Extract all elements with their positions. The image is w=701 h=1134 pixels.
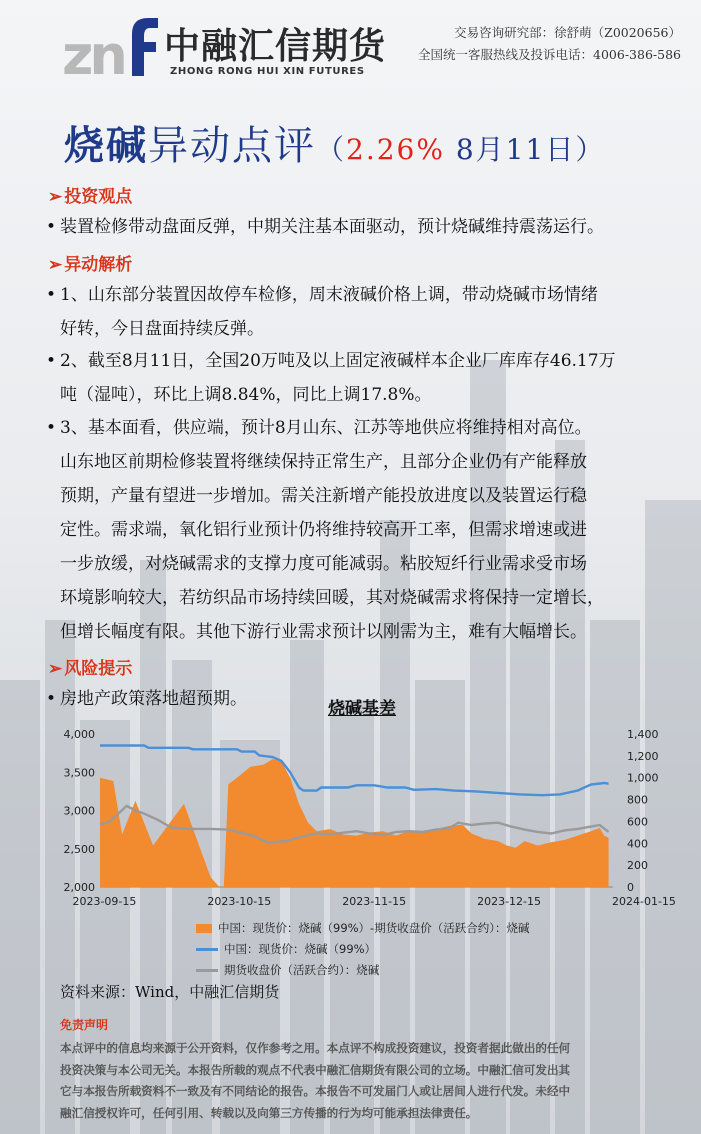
- contact-analyst: 交易咨询研究部：徐舒萌（Z0020656）: [454, 25, 681, 40]
- legend-item-basis: 中国：现货价：烧碱（99%）-期货收盘价（活跃合约）：烧碱: [196, 920, 529, 936]
- y-left-tick-label: 2,000: [63, 881, 95, 894]
- disclaimer-title: 免责声明: [60, 1018, 109, 1032]
- y-right-tick-label: 0: [627, 881, 634, 894]
- title-kind: 异动点评: [148, 123, 316, 169]
- title-product: 烧碱: [64, 122, 148, 169]
- y-right-tick-label: 1,200: [627, 749, 659, 763]
- title-open-paren: （: [316, 133, 347, 166]
- y-left-tick-label: 3,500: [63, 766, 95, 780]
- analysis-item-1: • 1、山东部分装置因故停车检修，周末液碱价格上调，带动烧碱市场情绪 好转，今日盘面持续反弹。: [46, 278, 666, 346]
- contact-info: [418, 22, 681, 66]
- section-heading-analysis: ➢ 异动解析: [48, 255, 133, 275]
- analysis-item-2: • 2、截至8月11日，全国20万吨及以上固定液碱样本企业厂库库存46.17万 吨（湿吨），环比上调8.84%，同比上调17.8%。: [46, 344, 666, 412]
- x-tick-label: 2024-01-15: [611, 895, 676, 908]
- series-area-basis: [100, 759, 609, 887]
- series-line-1: [100, 746, 609, 796]
- y-right-tick-label: 600: [627, 815, 648, 829]
- legend-swatch-line-icon: [196, 969, 218, 972]
- x-tick-label: 2023-12-15: [477, 895, 542, 908]
- title-date: 8月11日）: [444, 133, 606, 166]
- data-source: 资料来源：Wind，中融汇信期货: [60, 983, 280, 1001]
- disclaimer-text: 本点评中的信息均来源于公开资料，仅作参考之用。本点评不构成投资建议，投资者据此做出的任何 投资决策与本公司无关。本报告所载的观点不代表中融汇信期货有限公司的立场。中融汇信可发出其 它与本报告所载资料不一致及有不同结论的报告。本报告不可发届门人或让居间人进行代发。未经中 融汇信授权许可，任何引用、转载以及向第三方传播的行为均可能承担法律责任。: [60, 1041, 571, 1120]
- report-header: [0, 0, 701, 95]
- y-left-tick-label: 2,500: [63, 842, 95, 856]
- bullet-icon: •: [46, 418, 57, 438]
- y-right-tick-label: 800: [627, 793, 648, 807]
- bullet-icon: •: [46, 285, 57, 305]
- logo-english-name: ZHONG RONG HUI XIN FUTURES: [170, 66, 365, 77]
- title-change-percent: 2.26%: [346, 133, 445, 166]
- contact-hotline: 全国统一客服热线及投诉电话：4006-386-586: [418, 47, 681, 62]
- znf-logo-icon: [62, 12, 158, 78]
- y-right-tick-label: 400: [627, 837, 648, 851]
- basis-chart: [60, 720, 680, 920]
- y-left-tick-label: 4,000: [63, 728, 95, 741]
- x-tick-label: 2023-09-15: [72, 895, 137, 908]
- page-title: [64, 114, 605, 171]
- y-right-tick-label: 1,400: [627, 728, 659, 741]
- y-right-tick-label: 1,000: [627, 771, 659, 785]
- y-left-tick-label: 3,000: [63, 804, 95, 818]
- list-item: • 装置检修带动盘面反弹，中期关注基本面驱动，预计烧碱维持震荡运行。: [46, 210, 666, 244]
- chart-title: 烧碱基差: [328, 699, 396, 719]
- logo-chinese-name: 中融汇信期货: [164, 26, 387, 67]
- bullet-icon: •: [46, 351, 57, 371]
- bullet-icon: •: [46, 217, 57, 237]
- bullet-icon: •: [46, 689, 57, 709]
- arrow-right-icon: ➢: [48, 255, 63, 275]
- arrow-right-icon: ➢: [48, 187, 63, 207]
- legend-swatch-area-icon: [196, 924, 212, 933]
- arrow-right-icon: ➢: [48, 659, 63, 679]
- section-heading-risk: ➢ 风险提示: [48, 659, 133, 679]
- x-tick-label: 2023-11-15: [342, 895, 407, 908]
- legend-swatch-line-icon: [196, 948, 218, 951]
- analysis-item-3: • 3、基本面看，供应端，预计8月山东、江苏等地供应将维持相对高位。 山东地区前期检修装置将继续保持正常生产，且部分企业仍有产能释放 预期，产量有望进一步增加。需关注新增产能投放进度以及装置运行稳 定性。需求端，氧化铝行业预计仍将维持较高开工率，但需求增速或进 一步放缓，对烧碱需求的支撑力度可能减弱。粘胶短纤行业需求受市场 环境影响较大，若纺织品市场持续回暖，其对烧碱需求将保持一定增长， 但增长幅度有限。其他下游行业需求预计以刚需为主，难有大幅增长。: [46, 411, 666, 649]
- legend-item-futures: 期货收盘价（活跃合约）：烧碱: [196, 962, 379, 978]
- list-item: • 房地产政策落地超预期。: [46, 682, 666, 716]
- svg-text:zn: zn: [62, 24, 124, 78]
- section-heading-view: ➢ 投资观点: [48, 187, 133, 207]
- view-paragraph: [46, 210, 666, 244]
- legend-item-spot: 中国：现货价：烧碱（99%）: [196, 941, 376, 957]
- x-tick-label: 2023-10-15: [207, 895, 272, 908]
- y-right-tick-label: 200: [627, 859, 648, 873]
